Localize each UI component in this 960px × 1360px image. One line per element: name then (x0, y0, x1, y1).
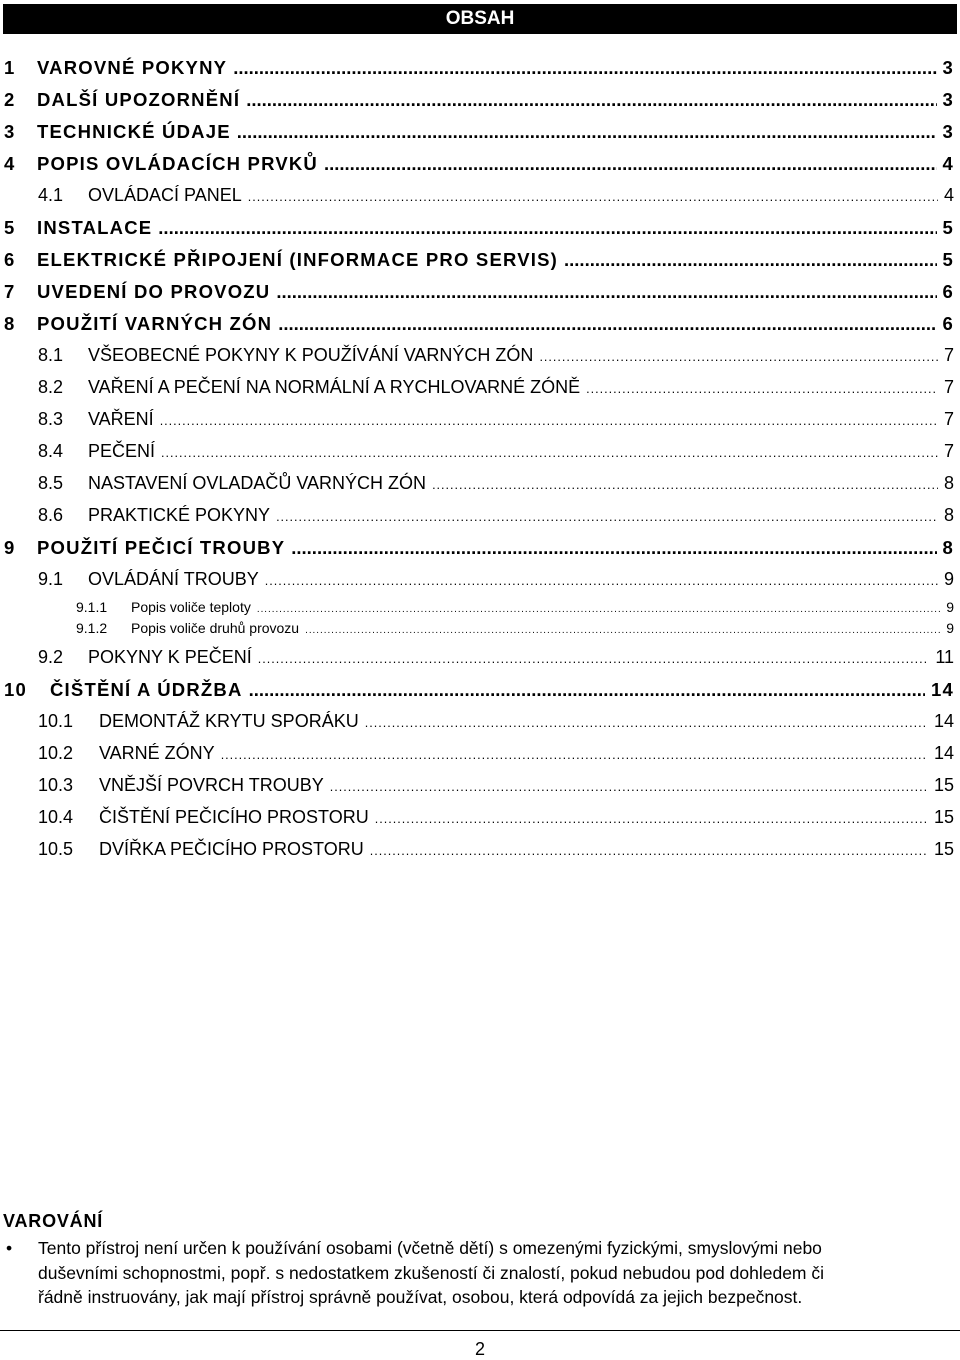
toc-entry-label: VARNÉ ZÓNY (99, 743, 215, 763)
toc-entry[interactable] (4, 249, 954, 271)
toc-entry-label: PEČENÍ (88, 441, 156, 461)
toc-entry[interactable] (38, 647, 954, 668)
warning-line: řádně instruovány, jak mají přístroj správně používat, osobou, která odpovídá za jejich bezpečnost. (38, 1287, 803, 1307)
warning-text (38, 1236, 956, 1310)
toc-entry-number: 10.4 (38, 807, 74, 827)
toc-entry-page: 14 (933, 743, 954, 763)
toc-dot-leader (246, 89, 936, 111)
toc-entry-number: 8.6 (38, 505, 64, 525)
toc-dot-leader (257, 604, 940, 615)
toc-entry-label: Popis voliče teploty (131, 599, 251, 615)
toc-entry-number: 8.4 (38, 441, 64, 461)
toc-dot-leader (324, 153, 937, 175)
toc-entry-number: 10.1 (38, 711, 74, 731)
toc-entry-page: 6 (942, 281, 954, 302)
toc-entry[interactable] (38, 441, 954, 462)
toc-entry[interactable] (76, 620, 954, 636)
toc-dot-leader (233, 57, 936, 79)
toc-dot-leader (432, 478, 938, 492)
toc-entry-label: POPIS OVLÁDACÍCH PRVKŮ (37, 153, 318, 174)
toc-entry-page: 5 (942, 249, 954, 270)
toc-entry-page: 14 (933, 711, 954, 731)
toc-dot-leader (221, 748, 928, 762)
toc-entry-number: 9 (4, 537, 16, 558)
toc-entry-page: 4 (943, 185, 954, 205)
toc-dot-leader (539, 350, 938, 364)
toc-entry-label: PRAKTICKÉ POKYNY (88, 505, 271, 525)
toc-entry[interactable] (38, 743, 954, 764)
toc-entry-label: UVEDENÍ DO PROVOZU (37, 281, 271, 302)
toc-entry-page: 9 (946, 620, 954, 636)
toc-entry-page: 3 (942, 89, 954, 110)
toc-entry[interactable] (38, 711, 954, 732)
toc-dot-leader (265, 574, 938, 588)
toc-entry[interactable] (4, 57, 954, 79)
bullet-icon: • (6, 1238, 13, 1258)
toc-entry[interactable] (38, 185, 954, 206)
toc-entry-label: INSTALACE (37, 217, 153, 238)
toc-entry-number: 2 (4, 89, 16, 110)
toc-entry-label: Popis voliče druhů provozu (131, 620, 300, 636)
warning-item (6, 1236, 956, 1310)
toc-entry-number: 8.1 (38, 345, 64, 365)
toc-entry-label: DEMONTÁŽ KRYTU SPORÁKU (99, 711, 359, 731)
toc-entry-label: ČIŠTĚNÍ PEČICÍHO PROSTORU (99, 807, 369, 827)
toc-entry-label: POKYNY K PEČENÍ (88, 647, 252, 667)
toc-dot-leader (330, 780, 928, 794)
warning-line: Tento přístroj není určen k používání osobami (včetně dětí) s omezenými fyzickými, smyslovými nebo (38, 1238, 822, 1258)
toc-entry-page: 8 (942, 537, 954, 558)
toc-entry-number: 10.2 (38, 743, 74, 763)
toc-entry[interactable] (38, 473, 954, 494)
toc-entry-number: 8.3 (38, 409, 64, 429)
toc-dot-leader (276, 510, 938, 524)
toc-entry-page: 4 (942, 153, 954, 174)
toc-entry[interactable] (4, 537, 954, 559)
toc-entry-page: 14 (931, 679, 954, 700)
toc-entry-number: 5 (4, 217, 16, 238)
toc-entry[interactable] (38, 505, 954, 526)
toc-dot-leader (276, 281, 936, 303)
toc-dot-leader (160, 414, 938, 428)
toc-entry[interactable] (76, 599, 954, 615)
toc-entry-label: ELEKTRICKÉ PŘIPOJENÍ (INFORMACE PRO SERVIS) (37, 249, 559, 270)
toc-entry-number: 9.2 (38, 647, 64, 667)
toc-dot-leader (370, 844, 928, 858)
toc-entry-page: 8 (943, 505, 954, 525)
toc-entry-label: TECHNICKÉ ÚDAJE (37, 121, 231, 142)
toc-entry-page: 9 (946, 599, 954, 615)
toc-entry-number: 10 (4, 679, 27, 700)
toc-entry-number: 8.5 (38, 473, 64, 493)
toc-entry-label: VNĚJŠÍ POVRCH TROUBY (99, 775, 324, 795)
toc-entry-number: 1 (4, 57, 16, 78)
toc-entry-page: 3 (942, 57, 954, 78)
toc-entry[interactable] (38, 839, 954, 860)
toc-dot-leader (161, 446, 938, 460)
toc-entry-page: 5 (942, 217, 954, 238)
toc-entry[interactable] (38, 409, 954, 430)
toc-dot-leader (375, 812, 928, 826)
toc-entry[interactable] (4, 217, 954, 239)
toc-entry-number: 9.1.2 (76, 620, 108, 636)
toc-entry[interactable] (38, 775, 954, 796)
toc-entry-number: 7 (4, 281, 16, 302)
toc-entry[interactable] (4, 679, 954, 701)
toc-entry-label: VAROVNÉ POKYNY (37, 57, 228, 78)
toc-entry-label: VAŘENÍ (88, 409, 154, 429)
toc-entry-label: DALŠÍ UPOZORNĚNÍ (37, 89, 241, 110)
toc-dot-leader (258, 652, 930, 666)
footer-divider (0, 1330, 960, 1331)
toc-entry-label: OVLÁDACÍ PANEL (88, 185, 242, 205)
warning-title: VAROVÁNÍ (3, 1211, 104, 1231)
toc-entry-number: 8 (4, 313, 16, 334)
toc-entry[interactable] (4, 281, 954, 303)
toc-entry[interactable] (38, 345, 954, 366)
toc-entry-page: 3 (942, 121, 954, 142)
toc-entry-label: POUŽITÍ PEČICÍ TROUBY (37, 537, 286, 558)
toc-dot-leader (278, 313, 936, 335)
toc-entry-label: ČIŠTĚNÍ A ÚDRŽBA (50, 679, 243, 700)
toc-entry-page: 11 (935, 647, 954, 667)
toc-entry-page: 7 (943, 441, 954, 461)
page-number: 2 (474, 1339, 485, 1359)
toc-entry-page: 8 (943, 473, 954, 493)
toc-dot-leader (365, 716, 928, 730)
toc-entry[interactable] (4, 121, 954, 143)
toc-entry-number: 6 (4, 249, 16, 270)
contents-title: OBSAH (445, 8, 515, 29)
toc-entry[interactable] (4, 89, 954, 111)
toc-entry-number: 3 (4, 121, 16, 142)
toc-entry-label: DVÍŘKA PEČICÍHO PROSTORU (99, 839, 364, 859)
toc-entry-page: 15 (933, 775, 954, 795)
toc-entry-number: 8.2 (38, 377, 64, 397)
toc-entry-label: POUŽITÍ VARNÝCH ZÓN (37, 313, 273, 334)
toc-entry[interactable] (38, 377, 954, 398)
toc-dot-leader (249, 679, 925, 701)
toc-dot-leader (291, 537, 936, 559)
toc-dot-leader (564, 249, 936, 271)
toc-entry-number: 9.1 (38, 569, 64, 589)
toc-entry-page: 6 (942, 313, 954, 334)
toc-entry-page: 7 (943, 345, 954, 365)
contents-title-bar (3, 4, 957, 34)
toc-entry-number: 10.3 (38, 775, 74, 795)
toc-entry-label: OVLÁDÁNÍ TROUBY (88, 569, 259, 589)
toc-dot-leader (158, 217, 936, 239)
toc-entry[interactable] (4, 153, 954, 175)
toc-dot-leader (237, 121, 937, 143)
toc-entry-page: 7 (943, 409, 954, 429)
toc-dot-leader (305, 625, 940, 636)
toc-dot-leader (586, 382, 938, 396)
toc-entry[interactable] (38, 807, 954, 828)
toc-entry-page: 9 (943, 569, 954, 589)
warning-line: duševními schopnostmi, popř. s nedostatkem zkušeností či znalostí, pokud nebudou pod dohledem či (38, 1262, 825, 1283)
toc-entry-page: 15 (933, 807, 954, 827)
toc-dot-leader (248, 190, 938, 204)
toc-entry-page: 15 (933, 839, 954, 859)
toc-entry[interactable] (38, 569, 954, 590)
toc-entry-number: 4 (4, 153, 16, 174)
toc-entry-label: VAŘENÍ A PEČENÍ NA NORMÁLNÍ A RYCHLOVARNÉ ZÓNĚ (88, 377, 581, 397)
toc-entry-label: NASTAVENÍ OVLADAČŮ VARNÝCH ZÓN (88, 473, 427, 493)
toc-entry[interactable] (4, 313, 954, 335)
toc-entry-number: 10.5 (38, 839, 74, 859)
toc-entry-page: 7 (943, 377, 954, 397)
toc-entry-number: 9.1.1 (76, 599, 108, 615)
toc-entry-number: 4.1 (38, 185, 64, 205)
toc-entry-label: VŠEOBECNÉ POKYNY K POUŽÍVÁNÍ VARNÝCH ZÓN (88, 345, 534, 365)
